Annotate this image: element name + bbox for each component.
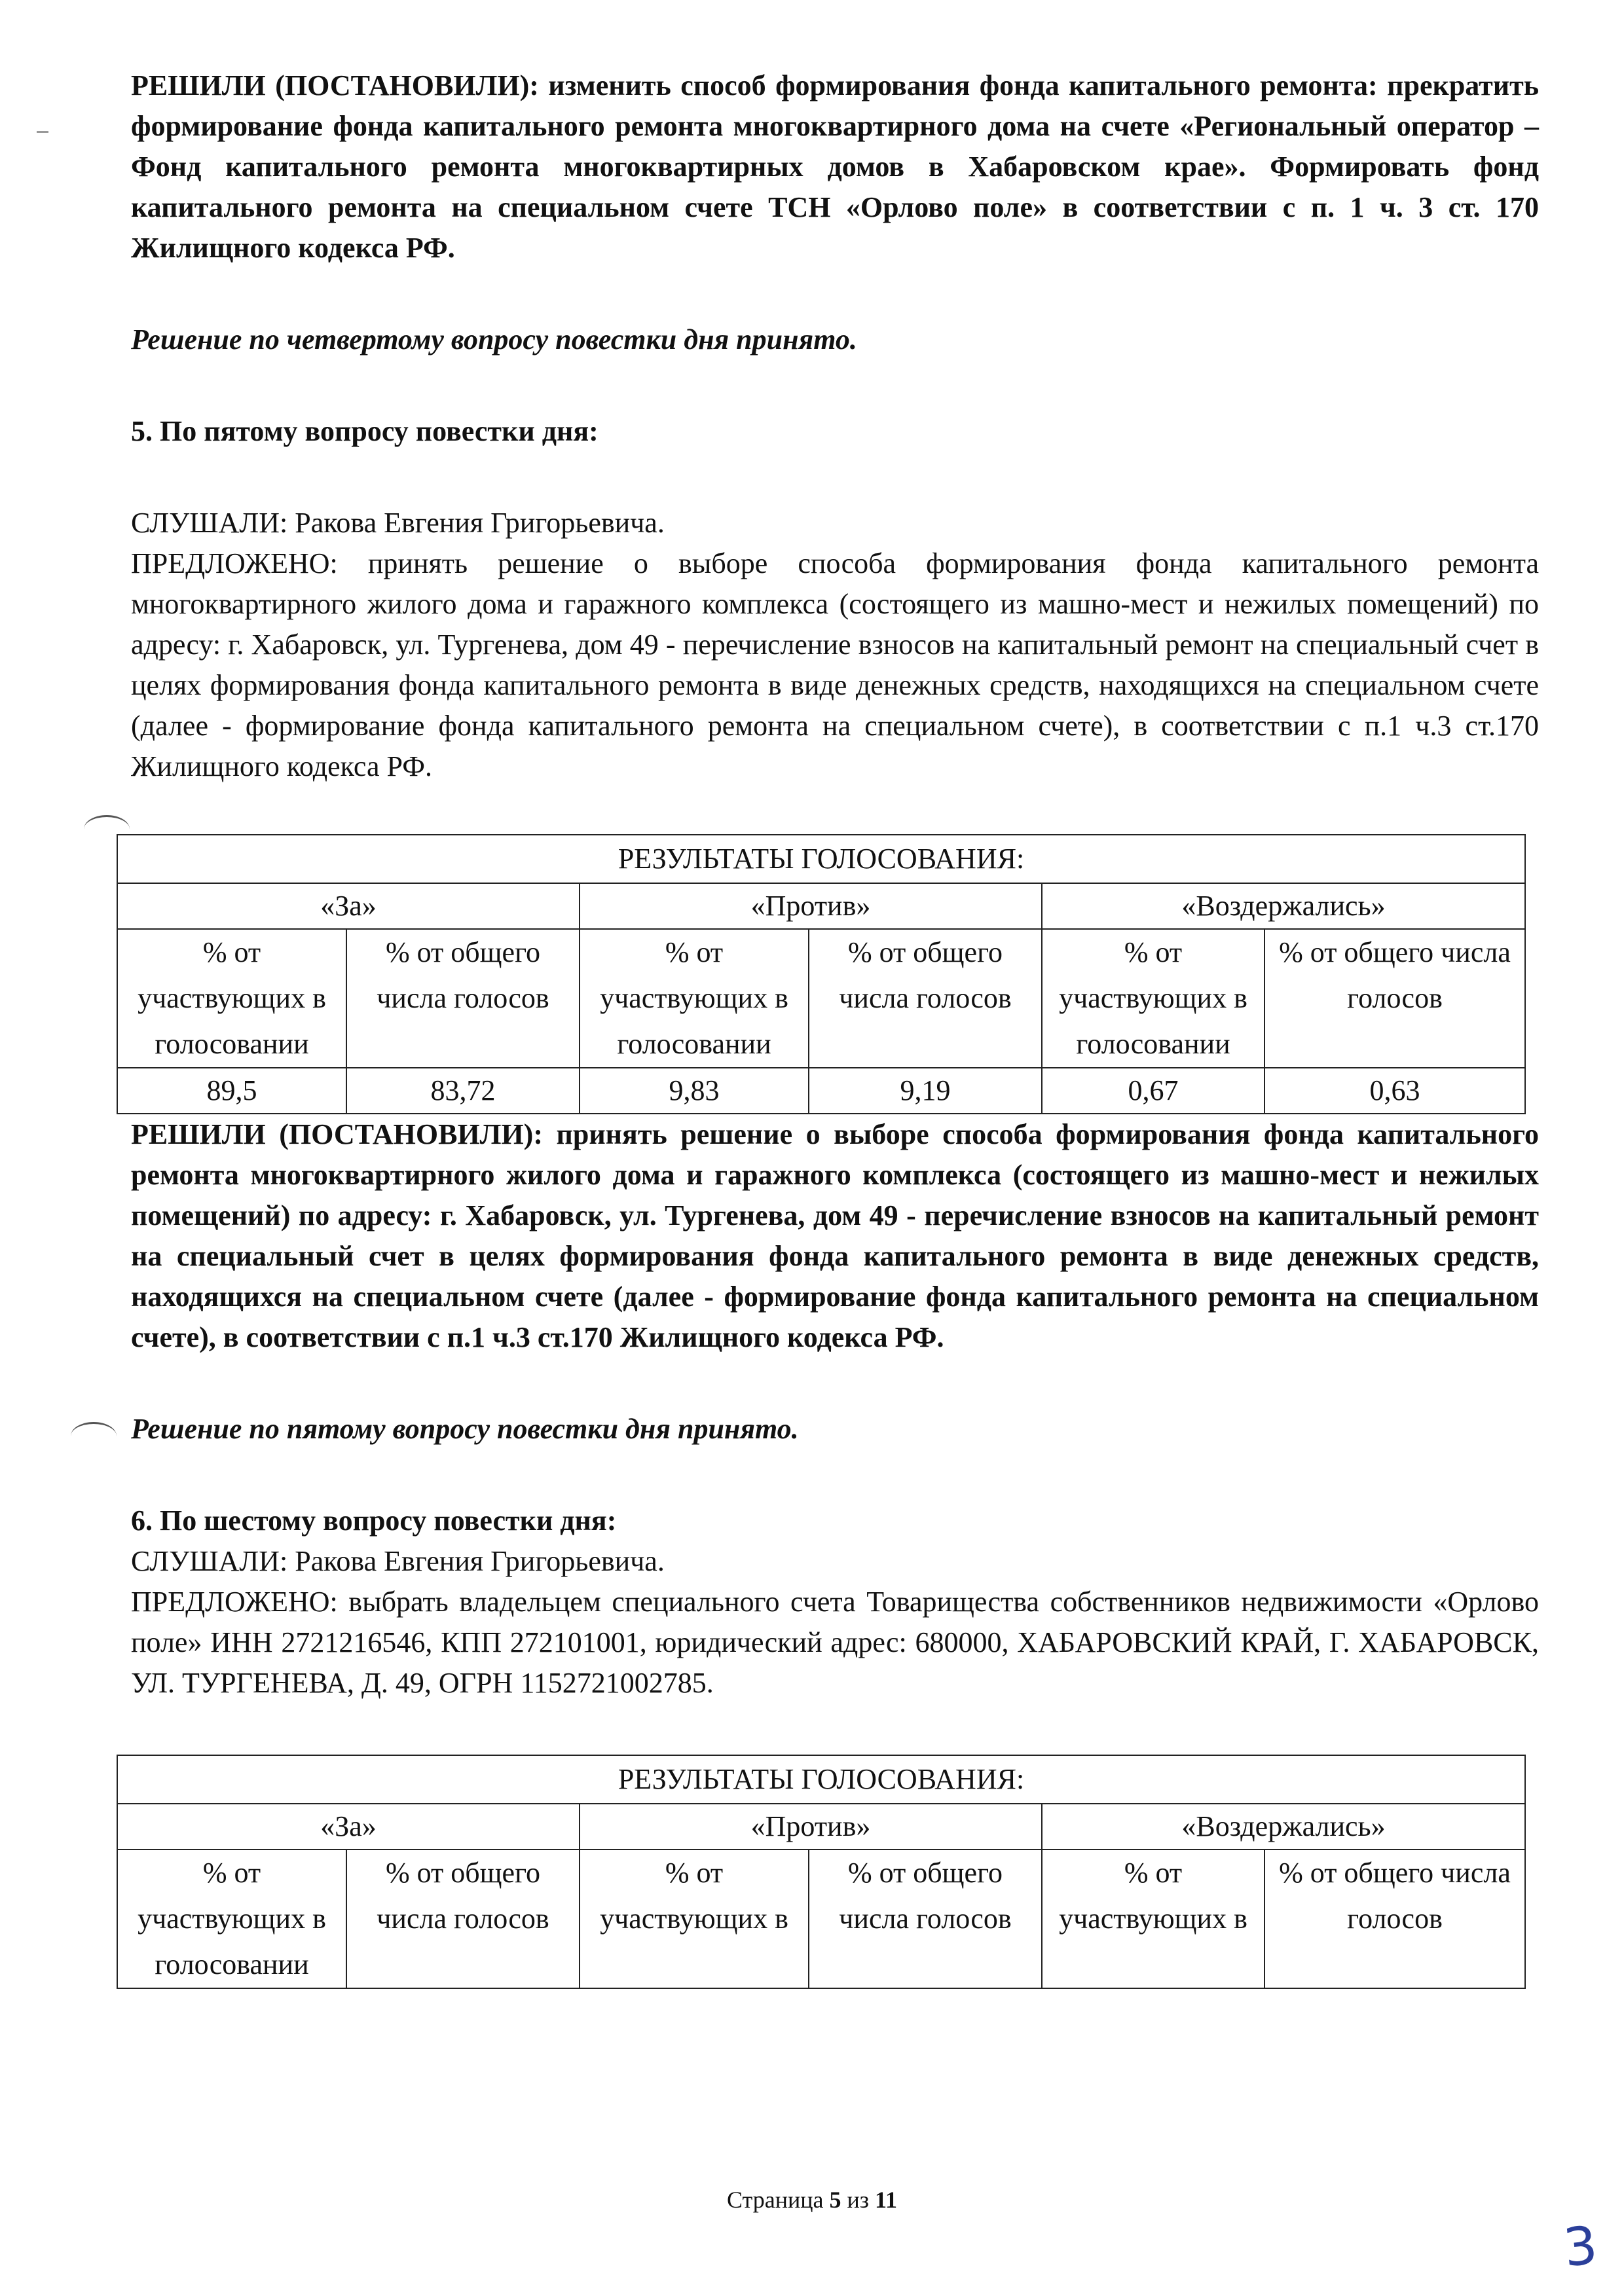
header-for-total: % от общего числа голосов	[346, 929, 580, 1068]
header-abstain-participants: % от участвующих в	[1042, 1850, 1264, 1988]
margin-scan-mark	[37, 131, 48, 133]
header-for-participants: % от участвующих в голосовании	[117, 1850, 346, 1988]
value-against-participants: 9,83	[580, 1068, 809, 1114]
document-page	[131, 65, 1539, 1989]
page-footer	[0, 2185, 1624, 2214]
group-abstain: «Воздержались»	[1042, 1804, 1525, 1850]
footer-total-pages: 11	[874, 2187, 897, 2213]
value-abstain-total: 0,63	[1264, 1068, 1525, 1114]
q6-proposed: ПРЕДЛОЖЕНО: выбрать владельцем специального счета Товарищества собственников недвижимости «Орлово поле» ИНН 2721216546, КПП 272101001, юридический адрес: 680000, ХАБАРОВСКИЙ КРАЙ, Г. ХАБАРОВСК, УЛ. ТУРГЕНЕВА, Д. 49, ОГРН 1152721002785.	[131, 1586, 1539, 1699]
value-against-total: 9,19	[809, 1068, 1042, 1114]
group-abstain: «Воздержались»	[1042, 883, 1525, 929]
group-against: «Против»	[580, 1804, 1042, 1850]
value-for-total: 83,72	[346, 1068, 580, 1114]
q5-decision: Решение по пятому вопросу повестки дня принято.	[131, 1413, 799, 1445]
value-for-participants: 89,5	[117, 1068, 346, 1114]
footer-middle: из	[847, 2187, 869, 2213]
q4-decision: Решение по четвертому вопросу повестки дня принято.	[131, 323, 857, 355]
header-against-total: % от общего числа голосов	[809, 1850, 1042, 1988]
group-for: «За»	[117, 1804, 580, 1850]
q5-voting-table	[117, 834, 1526, 1114]
q6-heading: 6. По шестому вопросу повестки дня:	[131, 1504, 617, 1537]
q5-heard: СЛУШАЛИ: Ракова Евгения Григорьевича.	[131, 507, 665, 539]
footer-prefix: Страница	[727, 2187, 824, 2213]
q6-heard: СЛУШАЛИ: Ракова Евгения Григорьевича.	[131, 1545, 665, 1577]
q5-proposed: ПРЕДЛОЖЕНО: принять решение о выборе способа формирования фонда капитального ремонта многоквартирного жилого дома и гаражного комплекса (состоящего из машно-мест и нежилых помещений) по адресу: г. Хабаровск, ул. Тургенева, дом 49 - перечисление взносов на капитальный ремонт на специальный счет в целях формирования фонда капитального ремонта в виде денежных средств, находящихся на специальном счете (далее - формирование фонда капитального ремонта на специальном счете), в соответствии с п.1 ч.3 ст.170 Жилищного кодекса РФ.	[131, 547, 1539, 782]
header-against-total: % от общего числа голосов	[809, 929, 1042, 1068]
q5-resolution: РЕШИЛИ (ПОСТАНОВИЛИ): принять решение о выборе способа формирования фонда капитального ремонта многоквартирного жилого дома и гаражного комплекса (состоящего из машно-мест и нежилых помещений) по адресу: г. Хабаровск, ул. Тургенева, дом 49 - перечисление взносов на капитальный ремонт на специальный счет в целях формирования фонда капитального ремонта в виде денежных средств, находящихся на специальном счете (далее - формирование фонда капитального ремонта на специальном счете), в соответствии с п.1 ч.3 ст.170 Жилищного кодекса РФ.	[131, 1118, 1539, 1353]
table-title: РЕЗУЛЬТАТЫ ГОЛОСОВАНИЯ:	[117, 835, 1525, 883]
header-abstain-total: % от общего числа голосов	[1264, 1850, 1525, 1988]
header-against-participants: % от участвующих в	[580, 1850, 809, 1988]
table-title: РЕЗУЛЬТАТЫ ГОЛОСОВАНИЯ:	[117, 1755, 1525, 1804]
footer-current-page: 5	[829, 2187, 841, 2213]
header-abstain-total: % от общего числа голосов	[1264, 929, 1525, 1068]
group-against: «Против»	[580, 883, 1042, 929]
header-against-participants: % от участвующих в голосовании	[580, 929, 809, 1068]
q4-resolution: РЕШИЛИ (ПОСТАНОВИЛИ): изменить способ формирования фонда капитального ремонта: прекратить формирование фонда капитального ремонта многоквартирного дома на счете «Региональный оператор – Фонд капитального ремонта многоквартирных домов в Хабаровском крае». Формировать фонд капитального ремонта на специальном счете ТСН «Орлово поле» в соответствии с п. 1 ч. 3 ст. 170 Жилищного кодекса РФ.	[131, 69, 1539, 264]
q6-voting-table	[117, 1755, 1526, 1989]
header-for-total: % от общего числа голосов	[346, 1850, 580, 1988]
margin-arc-mark	[71, 1422, 117, 1450]
q5-heading: 5. По пятому вопросу повестки дня:	[131, 415, 599, 447]
handwritten-page-mark: 3	[1560, 2214, 1600, 2279]
header-for-participants: % от участвующих в голосовании	[117, 929, 346, 1068]
value-abstain-participants: 0,67	[1042, 1068, 1264, 1114]
header-abstain-participants: % от участвующих в голосовании	[1042, 929, 1264, 1068]
group-for: «За»	[117, 883, 580, 929]
